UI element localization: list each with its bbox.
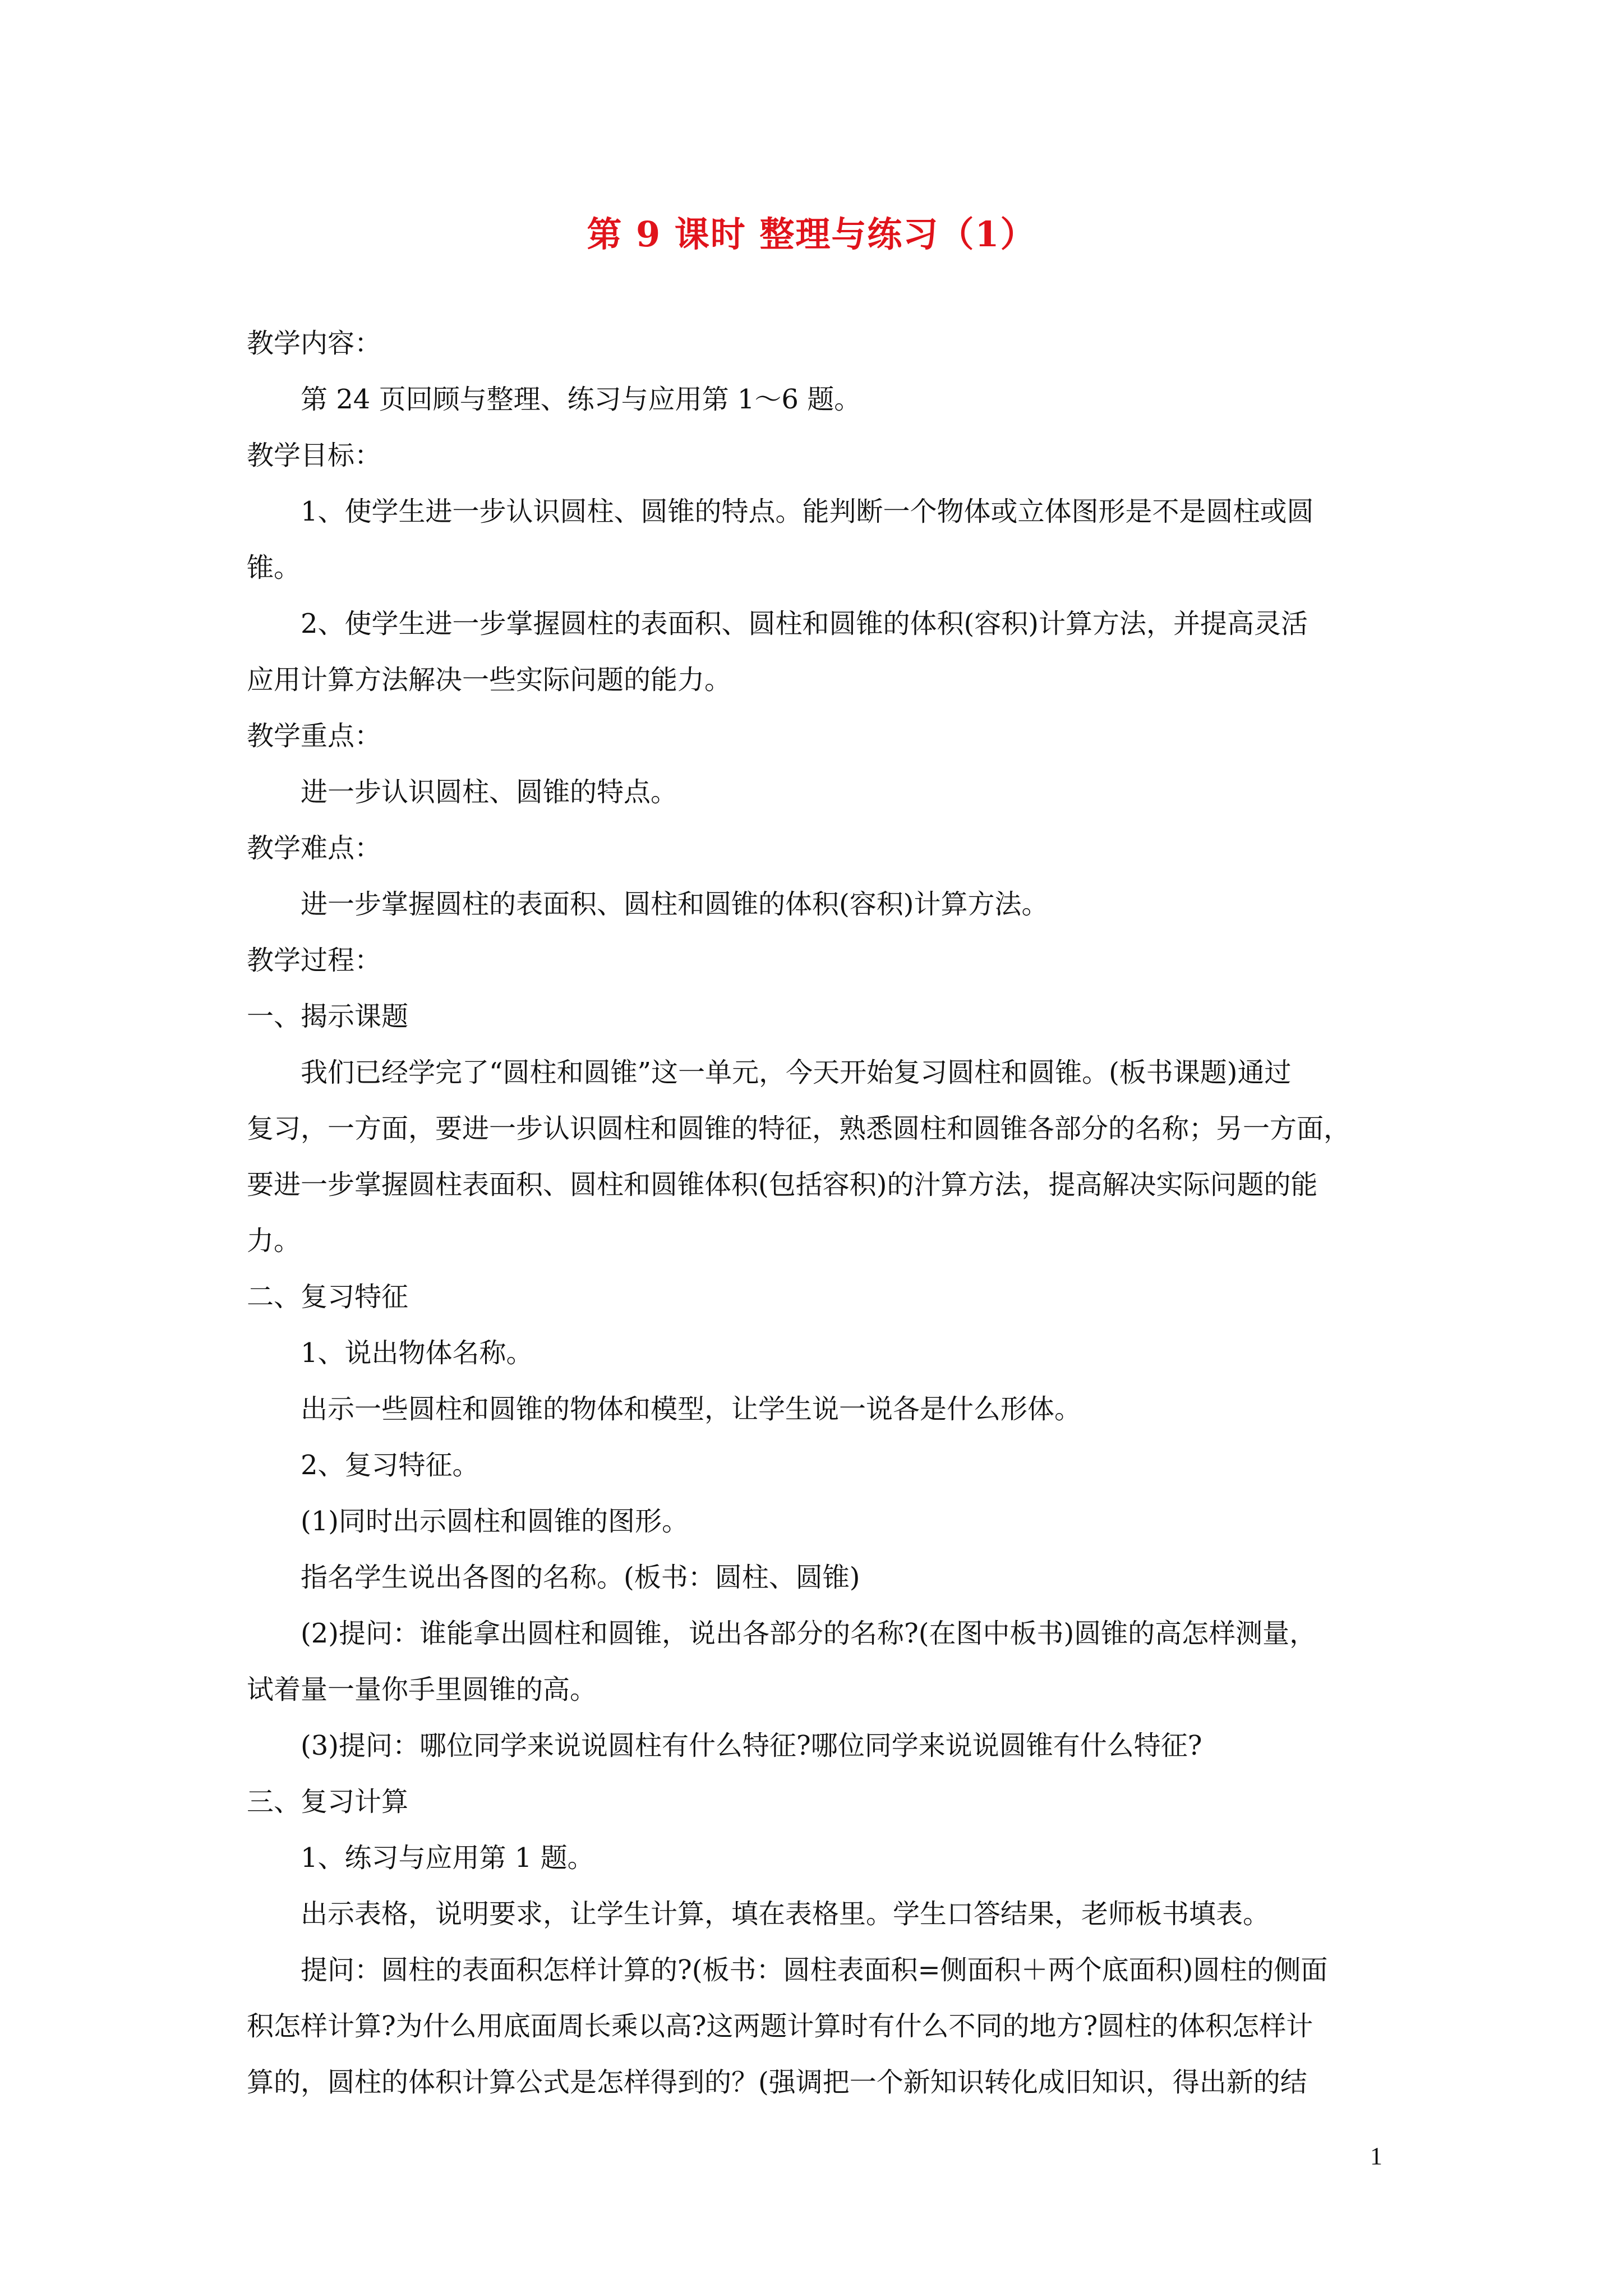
- text-line: 锥。: [247, 552, 301, 583]
- section-heading: 二、复习特征: [247, 1281, 409, 1313]
- text-line: 要进一步掌握圆柱表面积、圆柱和圆锥体积(包括容积)的汁算方法，提高解决实际问题的能: [247, 1169, 1318, 1200]
- text-line: 1、练习与应用第 1 题。: [301, 1842, 594, 1874]
- text-line: 1、使学生进一步认识圆柱、圆锥的特点。能判断一个物体或立体图形是不是圆柱或圆: [301, 496, 1314, 527]
- text-line: 指名学生说出各图的名称。(板书：圆柱、圆锥): [301, 1562, 860, 1593]
- text-line: (3)提问：哪位同学来说说圆柱有什么特征?哪位同学来说说圆锥有什么特征?: [301, 1730, 1202, 1761]
- section-heading: 教学难点：: [247, 832, 382, 864]
- text-line: 出示表格，说明要求，让学生计算，填在表格里。学生口答结果，老师板书填表。: [301, 1898, 1270, 1930]
- text-line: 2、复习特征。: [301, 1450, 479, 1481]
- text-line: 积怎样计算?为什么用底面周长乘以高?这两题计算时有什么不同的地方?圆柱的体积怎样计: [247, 2010, 1313, 2042]
- text-line: 进一步掌握圆柱的表面积、圆柱和圆锥的体积(容积)计算方法。: [301, 889, 1049, 920]
- text-line: 力。: [247, 1225, 301, 1257]
- text-line: 2、使学生进一步掌握圆柱的表面积、圆柱和圆锥的体积(容积)计算方法，并提高灵活: [301, 608, 1308, 639]
- page-number: 1: [1370, 2142, 1382, 2170]
- section-heading: 教学内容：: [247, 328, 382, 359]
- text-line: 第 24 页回顾与整理、练习与应用第 1～6 题。: [301, 384, 861, 415]
- text-line: 我们已经学完了“圆柱和圆锥”这一单元，今天开始复习圆柱和圆锥。(板书课题)通过: [301, 1057, 1292, 1088]
- document-body: [247, 315, 1396, 2110]
- text-line: 算的，圆柱的体积计算公式是怎样得到的？(强调把一个新知识转化成旧知识，得出新的结: [247, 2067, 1307, 2098]
- section-heading: 三、复习计算: [247, 1786, 409, 1818]
- section-heading: 教学重点：: [247, 720, 382, 752]
- text-line: 出示一些圆柱和圆锥的物体和模型，让学生说一说各是什么形体。: [301, 1393, 1082, 1425]
- text-line: 复习，一方面，要进一步认识圆柱和圆锥的特征，熟悉圆柱和圆锥各部分的名称；另一方面，: [247, 1113, 1351, 1144]
- section-heading: 教学过程：: [247, 945, 382, 976]
- text-line: (1)同时出示圆柱和圆锥的图形。: [301, 1506, 689, 1537]
- page-title: 第 9 课时 整理与练习（1）: [587, 214, 1036, 255]
- text-line: 试着量一量你手里圆锥的高。: [247, 1674, 597, 1705]
- text-line: (2)提问：谁能拿出圆柱和圆锥，说出各部分的名称?(在图中板书)圆锥的高怎样测量，: [301, 1618, 1317, 1649]
- text-line: 应用计算方法解决一些实际问题的能力。: [247, 664, 732, 696]
- section-heading: 教学目标：: [247, 440, 382, 471]
- section-heading: 一、揭示课题: [247, 1001, 409, 1032]
- text-line: 提问：圆柱的表面积怎样计算的?(板书：圆柱表面积=侧面积＋两个底面积)圆柱的侧面: [301, 1954, 1328, 1986]
- text-line: 进一步认识圆柱、圆锥的特点。: [301, 776, 678, 808]
- text-line: 1、说出物体名称。: [301, 1337, 533, 1369]
